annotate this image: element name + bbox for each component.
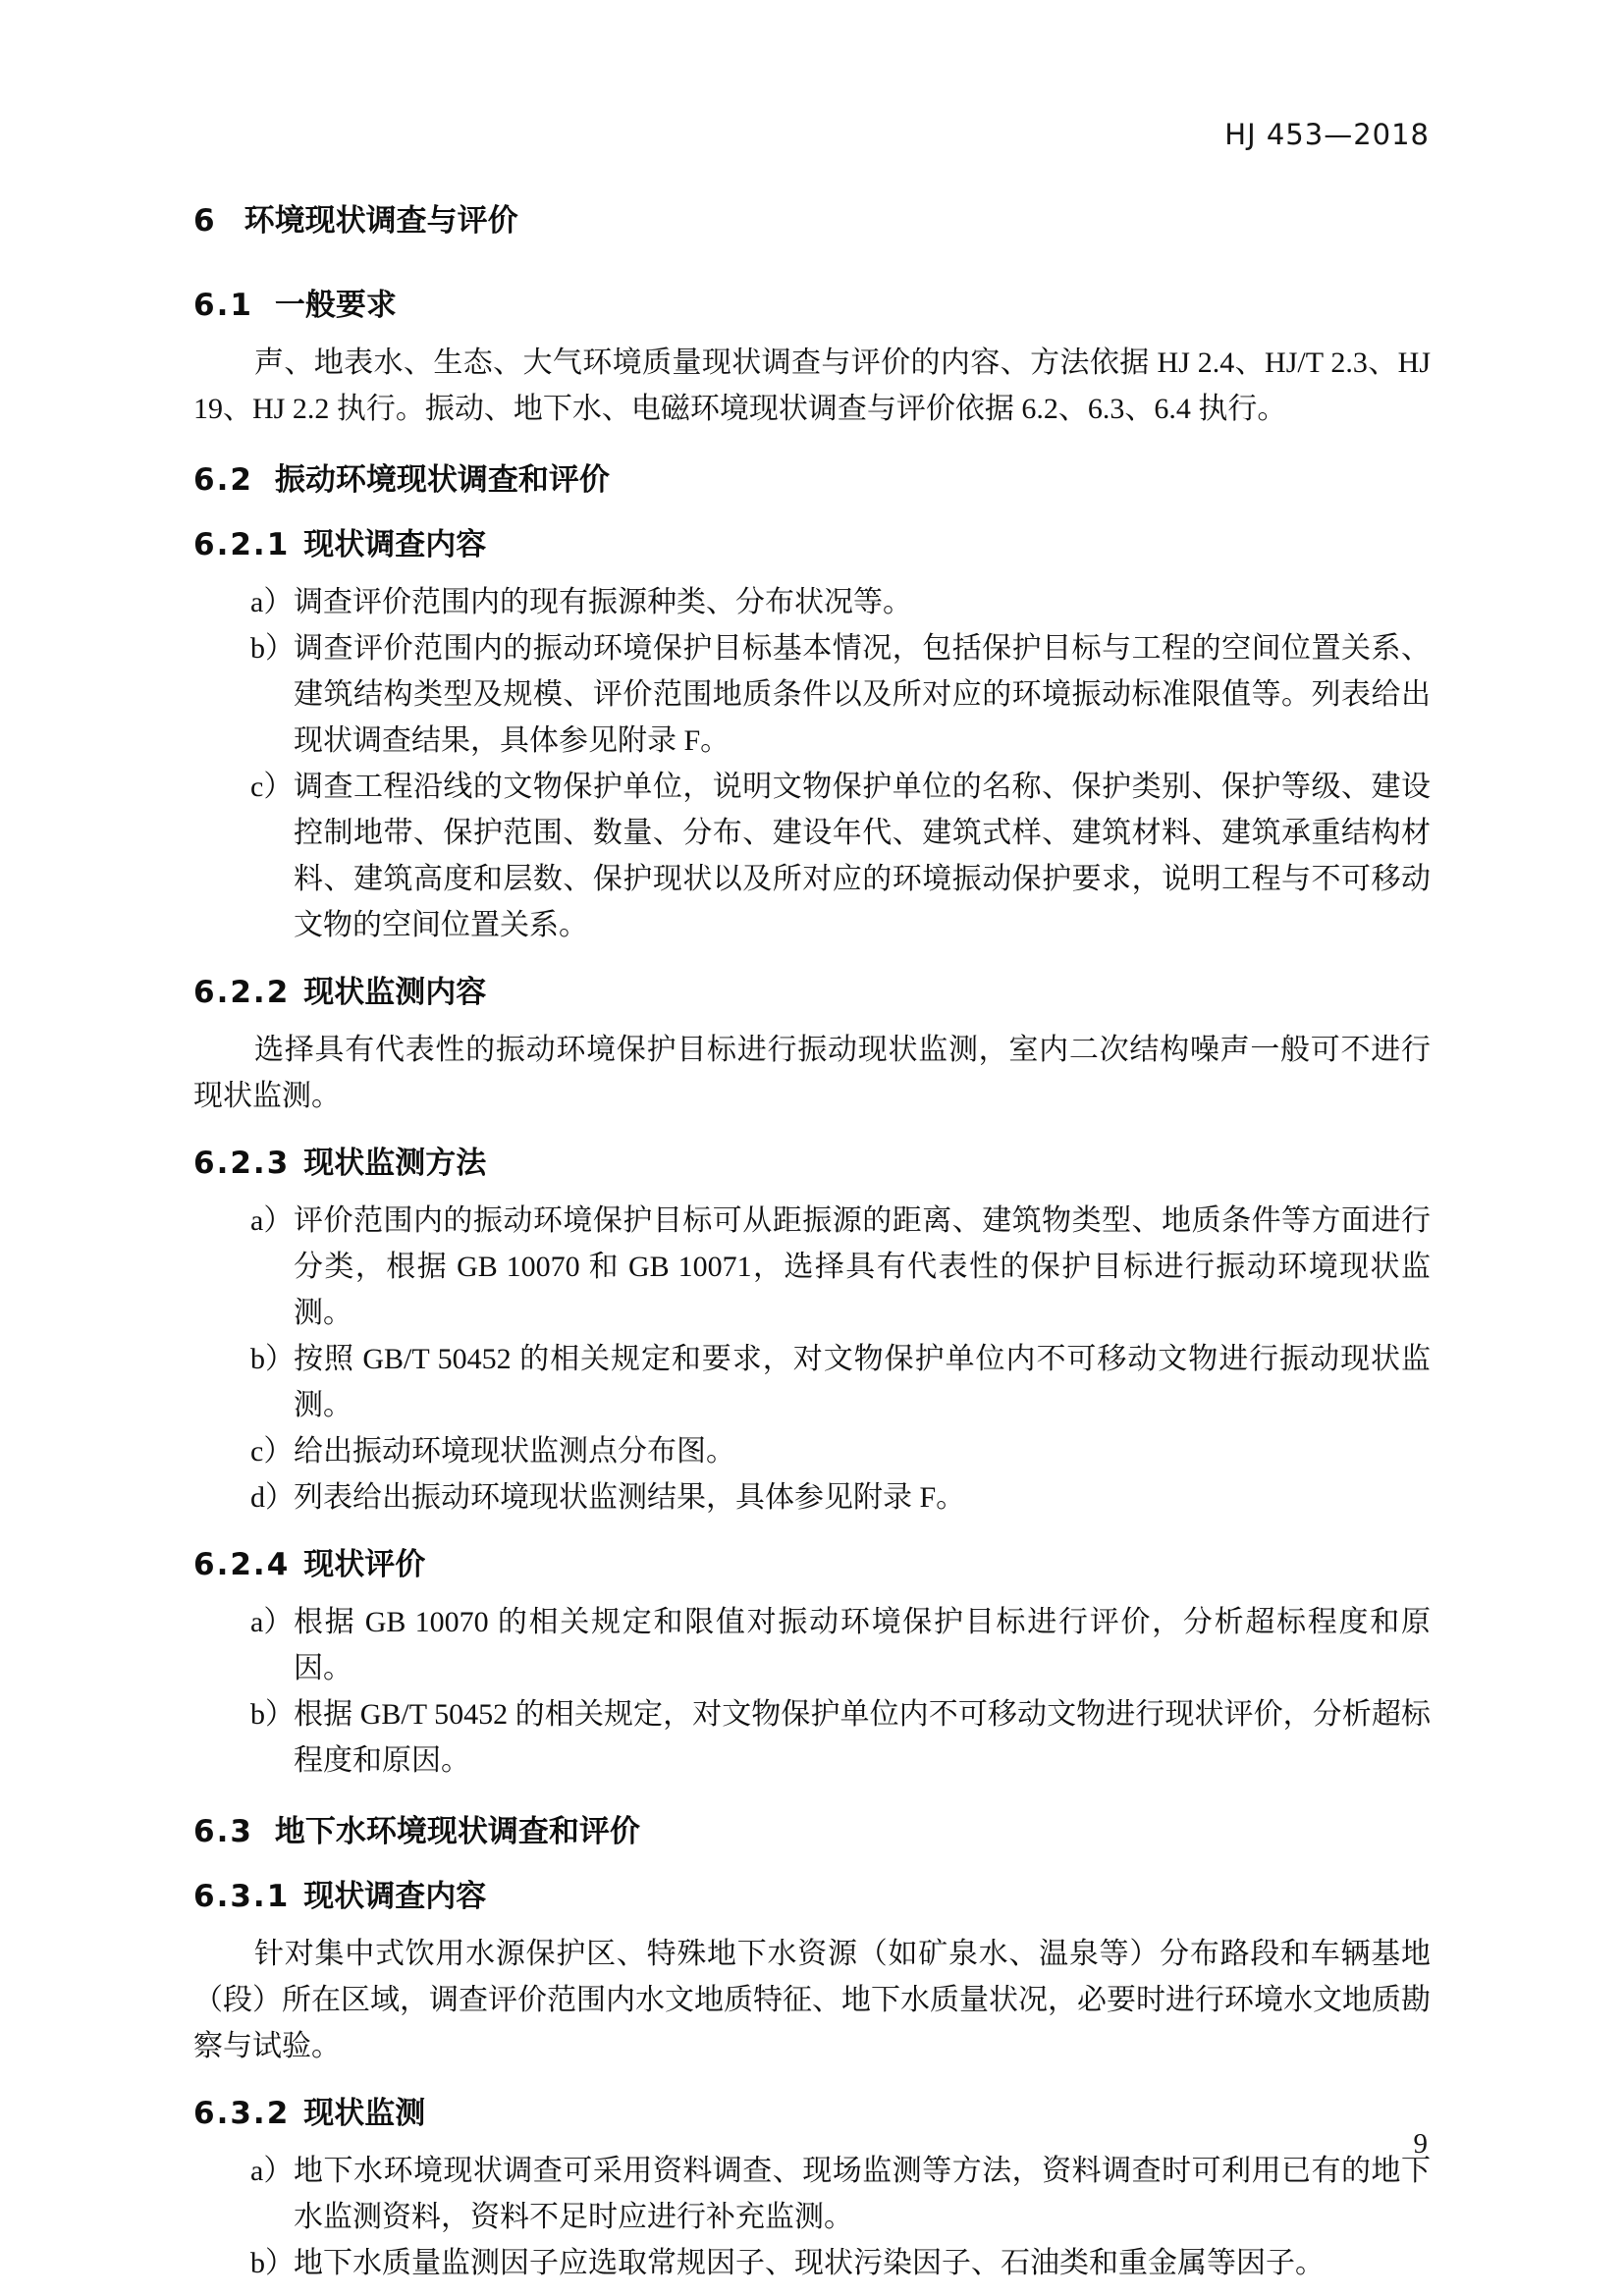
section-title: 现状监测内容 (303, 975, 487, 1010)
page-number: 9 (1413, 2128, 1428, 2160)
section-number: 6.1 (193, 288, 253, 323)
list-item-text: 评价范围内的振动环境保护目标可从距振源的距离、建筑物类型、地质条件等方面进行分类，根据 GB 10070 和 GB 10071，选择具有代表性的保护目标进行振动环境现状监测。 (294, 1204, 1431, 1329)
section-heading-6.2 (193, 459, 1431, 501)
list-item (193, 1691, 1431, 1784)
paragraph: 针对集中式饮用水源保护区、特殊地下水资源（如矿泉水、温泉等）分布路段和车辆基地（段）所在区域，调查评价范围内水文地质特征、地下水质量状况，必要时进行环境水文地质勘察与试验。 (193, 1938, 1431, 2062)
section-heading-6.1 (193, 285, 1431, 326)
list-item-text: 地下水质量监测因子应选取常规因子、现状污染因子、石油类和重金属等因子。 (294, 2247, 1325, 2279)
list-item (193, 1599, 1431, 1691)
list-item-marker: a） (250, 586, 294, 618)
list-item-text: 调查评价范围内的现有振源种类、分布状况等。 (294, 586, 912, 618)
section-heading-6 (193, 200, 1431, 241)
list-item (193, 1198, 1431, 1336)
section-heading-6.2.1 (193, 524, 1431, 565)
list-item-text: 根据 GB/T 50452 的相关规定，对文物保护单位内不可移动文物进行现状评价，分析超标程度和原因。 (294, 1698, 1431, 1777)
section-number: 6.2 (193, 462, 253, 498)
section-title: 现状监测方法 (303, 1146, 487, 1181)
list-item-marker: c） (250, 771, 294, 803)
section-heading-6.2.2 (193, 972, 1431, 1013)
list-item (193, 2148, 1431, 2240)
section-title: 一般要求 (274, 288, 397, 323)
section-title: 地下水环境现状调查和评价 (274, 1814, 640, 1849)
section-title: 现状监测 (303, 2096, 426, 2131)
section-number: 6.2.2 (193, 975, 291, 1010)
list-item-marker: b） (250, 632, 295, 665)
list-item-text: 地下水环境现状调查可采用资料调查、现场监测等方法，资料调查时可利用已有的地下水监测资料，资料不足时应进行补充监测。 (294, 2155, 1431, 2233)
list-item-text: 根据 GB 10070 的相关规定和限值对振动环境保护目标进行评价，分析超标程度和原因。 (294, 1606, 1431, 1684)
list-item-marker: b） (250, 1698, 295, 1731)
list-item-marker: a） (250, 1606, 294, 1638)
section-title: 环境现状调查与评价 (244, 203, 518, 239)
list-item (193, 1474, 1431, 1521)
list-item-marker: a） (250, 1204, 294, 1237)
list-item-text: 调查评价范围内的振动环境保护目标基本情况，包括保护目标与工程的空间位置关系、建筑结构类型及规模、评价范围地质条件以及所对应的环境振动标准限值等。列表给出现状调查结果，具体参见附录 F。 (294, 632, 1431, 757)
section-heading-6.3.2 (193, 2093, 1431, 2134)
list-item-marker: b） (250, 2247, 295, 2279)
paragraph: 声、地表水、生态、大气环境质量现状调查与评价的内容、方法依据 HJ 2.4、HJ/T 2.3、HJ 19、HJ 2.2 执行。振动、地下水、电磁环境现状调查与评价依据 6.2、6.3、6.4 执行。 (193, 347, 1431, 425)
list-item (193, 625, 1431, 764)
section-number: 6.2.1 (193, 527, 291, 562)
section-heading-6.2.3 (193, 1143, 1431, 1184)
section-number: 6.3 (193, 1814, 253, 1849)
section-heading-6.3 (193, 1811, 1431, 1852)
section-title: 振动环境现状调查和评价 (274, 462, 610, 498)
list-item (193, 1336, 1431, 1428)
list-item (193, 2240, 1431, 2286)
section-title: 现状评价 (303, 1547, 426, 1582)
list-item-marker: a） (250, 2155, 294, 2187)
list-item-text: 给出振动环境现状监测点分布图。 (294, 1435, 735, 1468)
section-number: 6 (193, 203, 217, 239)
section-title: 现状调查内容 (303, 1879, 487, 1914)
section-heading-6.3.1 (193, 1876, 1431, 1917)
list-item-text: 列表给出振动环境现状监测结果，具体参见附录 F。 (294, 1481, 966, 1514)
list-item-text: 按照 GB/T 50452 的相关规定和要求，对文物保护单位内不可移动文物进行振动现状监测。 (294, 1343, 1431, 1421)
section-number: 6.3.2 (193, 2096, 291, 2131)
list-item-marker: d） (250, 1481, 295, 1514)
list-item-marker: c） (250, 1435, 294, 1468)
list-item (193, 764, 1431, 948)
section-number: 6.2.3 (193, 1146, 291, 1181)
page-header-standard-number: HJ 453—2018 (1224, 118, 1430, 151)
list-item-text: 调查工程沿线的文物保护单位，说明文物保护单位的名称、保护类别、保护等级、建设控制地带、保护范围、数量、分布、建设年代、建筑式样、建筑材料、建筑承重结构材料、建筑高度和层数、保护现状以及所对应的环境振动保护要求，说明工程与不可移动文物的空间位置关系。 (294, 771, 1431, 941)
section-heading-6.2.4 (193, 1544, 1431, 1585)
section-number: 6.3.1 (193, 1879, 291, 1914)
list-item (193, 1428, 1431, 1474)
section-number: 6.2.4 (193, 1547, 291, 1582)
document-content (193, 185, 1431, 2286)
list-item-marker: b） (250, 1343, 295, 1375)
list-item (193, 579, 1431, 625)
section-title: 现状调查内容 (303, 527, 487, 562)
paragraph: 选择具有代表性的振动环境保护目标进行振动现状监测，室内二次结构噪声一般可不进行现状监测。 (193, 1034, 1431, 1112)
